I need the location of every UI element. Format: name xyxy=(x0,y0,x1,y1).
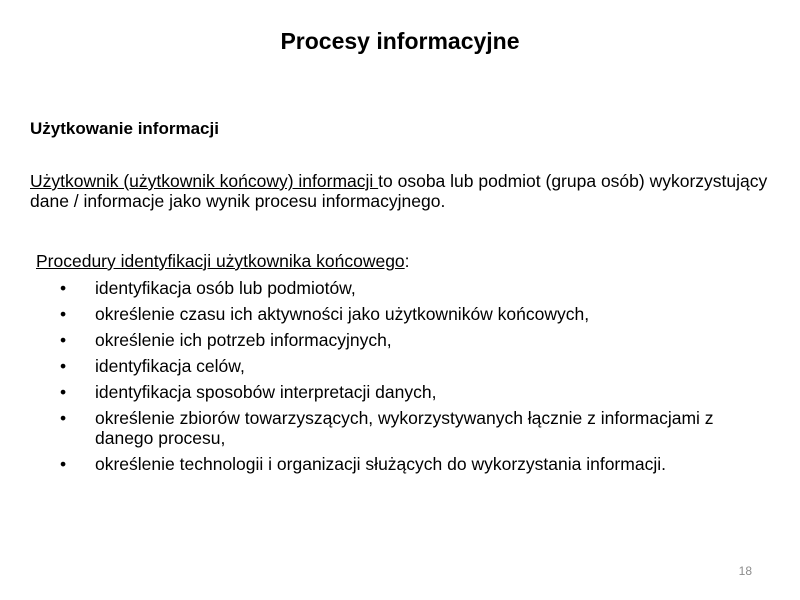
list-item-text: określenie zbiorów towarzyszących, wykorzystywanych łącznie z informacjami z danego procesu, xyxy=(95,408,714,448)
slide-title: Procesy informacyjne xyxy=(280,28,520,54)
procedures-list xyxy=(60,278,760,480)
bullet-icon: • xyxy=(60,382,67,402)
procedures-heading-text: Procedury identyfikacji użytkownika końcowego xyxy=(36,251,405,271)
bullet-icon: • xyxy=(60,330,67,350)
definition-term: Użytkownik (użytkownik końcowy) informacji xyxy=(30,171,379,191)
procedures-heading-colon: : xyxy=(404,251,410,271)
list-item-text: określenie ich potrzeb informacyjnych, xyxy=(95,330,392,350)
list-item-text: określenie technologii i organizacji służących do wykorzystania informacji. xyxy=(95,454,666,474)
list-item xyxy=(60,356,760,376)
bullet-icon: • xyxy=(60,408,67,428)
bullet-icon: • xyxy=(60,278,67,298)
bullet-icon: • xyxy=(60,304,67,324)
list-item-text: określenie czasu ich aktywności jako użytkowników końcowych, xyxy=(95,304,590,324)
list-item xyxy=(60,278,760,298)
definition-paragraph xyxy=(30,171,770,211)
list-item-text: identyfikacja sposobów interpretacji danych, xyxy=(95,382,437,402)
list-item xyxy=(60,454,760,474)
bullet-icon: • xyxy=(60,356,67,376)
page-number: 18 xyxy=(738,564,752,578)
list-item xyxy=(60,304,760,324)
procedures-heading xyxy=(36,251,410,271)
list-item-text: identyfikacja celów, xyxy=(95,356,245,376)
list-item xyxy=(60,408,760,448)
definition-text: to osoba lub podmiot (grupa osób) wykorzystujący dane / informacje jako wynik procesu informacyjnego. xyxy=(30,171,768,211)
section-heading: Użytkowanie informacji xyxy=(30,119,219,138)
list-item-text: identyfikacja osób lub podmiotów, xyxy=(95,278,356,298)
list-item xyxy=(60,382,760,402)
list-item xyxy=(60,330,760,350)
bullet-icon: • xyxy=(60,454,67,474)
